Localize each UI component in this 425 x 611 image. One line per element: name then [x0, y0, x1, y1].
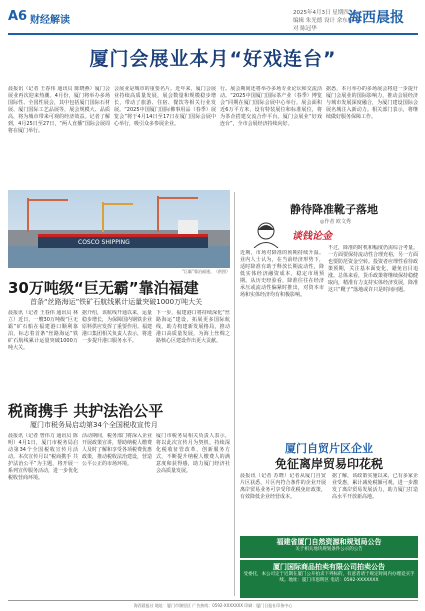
- notice-ad-auction-sub: 受委托，本公司定于近期在厦门公开拍卖下列标的，有意者请于规定时间内办理竞买手续。地址：厦门市思明区 电话：0592-XXXXXXX: [243, 572, 415, 583]
- notice-ad-land: [240, 536, 418, 558]
- ship-column-2: 据介绍，该航线开通以来，运量稳步增长，为保障国内钢铁企业原料供应发挥了重要作用。福建港口集团相关负责人表示，将进一步提升港口服务水平。: [82, 310, 152, 344]
- notice-ad-auction-title: 厦门国际商品拍卖有限公司拍卖公告: [273, 563, 385, 571]
- column-brand-logo: 谈钱论金: [292, 231, 332, 242]
- masthead-rule: [8, 33, 418, 35]
- tax-subhead: 厦门市税务局启动第34个全国税收宣传月: [30, 421, 158, 429]
- lead-headline: 厦门会展业本月“好戏连台”: [89, 48, 337, 70]
- ship-column-1: 晨报讯（记者 王春伟 通讯员 林立）近日，一艘30万吨级“巨无霸”矿石船在福建港口顺利靠泊，标志着首条“丝路海运”铁矿石航线累计运量突破1000万吨大关。: [8, 310, 78, 351]
- lead-column-4: 据悉，本月举办的多场展会将进一步提升厦门会展业的国际影响力，推动会展经济与城市发展深度融合，为厦门建设国际会展名城注入新动力。相关部门表示，将继续做好服务保障工作。: [326, 86, 418, 120]
- port-ship-photo: [8, 190, 230, 268]
- issue-date: 2025年4月3日 星期四: [293, 10, 349, 16]
- notice-ad-auction: [240, 560, 418, 598]
- page-number: A6: [8, 9, 28, 24]
- ship-headline: 30万吨级“巨无霸”靠泊福建: [8, 279, 199, 297]
- ship-subhead: 首条“丝路海运”铁矿石航线累计运量突破1000万吨大关: [30, 298, 203, 306]
- editor-credits: 编辑 朱光德 设计 余东梅 校对 陈冠华: [293, 18, 361, 32]
- opinion-column-1: 近期，市场对降准的预期持续升温。业内人士认为，在当前经济形势下，适时降准有助于释放长期流动性，降低实体经济融资成本，稳定市场预期。从历史经验看，降准往往在经济承压或流动性偏紧时推出，对资本市场和实体经济均有积极影响。: [240, 250, 324, 298]
- ship-column-3: 下一步，福建港口将持续深化“丝路海运”建设，拓展更多国际航线，助力构建新发展格局，推动港口高质量发展，为海上丝绸之路核心区建设作出更大贡献。: [156, 310, 230, 344]
- notice-ad-land-title: 福建省厦门自然资源和规划局公告: [276, 538, 382, 546]
- column-divider: [234, 192, 235, 596]
- footer-rule: [8, 600, 418, 601]
- opinion-column-2: 不过，降准的时机和幅度仍需综合考量。一方面要保持流动性合理充裕，另一方面也要防范资金空转。投资者应理性看待政策预期，关注基本面变化，避免盲目追涨。总体来看，货币政策将继续保持稳健取向，精准有力支持实体经济发展，降准这只“靴子”落地或许只是时间问题。: [328, 245, 418, 293]
- ship-hull-text: COSCO SHIPPING: [78, 239, 130, 246]
- tax-column-1: 晨报讯（记者 曾伟力 通讯员 陈明）4月1日，厦门市税务局启动第34个全国税收宣传月活动。本次宣传月以“税商携手 共护法治公平”为主题，将开展一系列宣传服务活动，进一步优化税收营商环境。: [8, 433, 78, 481]
- notice-ad-land-sub: 关于相关地块规划条件公示的公告: [295, 547, 363, 552]
- lead-column-3: 行。展会期间还将举办多场专业论坛和交流活动。“2025中国厦门国际茶产业（春季）博览会”同期在厦门国际会展中心举行，展会面积近6万平方米，设有特装展位和标准展位，将为茶企搭建交流合作平台。厦门会展业“好戏连台”，全市会展经济持续向好。: [220, 86, 322, 127]
- masthead: [8, 7, 418, 33]
- opinion-author: ◎作者 欧文秀: [320, 219, 351, 225]
- section-title: 财经解读: [30, 15, 70, 26]
- lead-column-2: 会展业是城市的重要名片。近年来，厦门会展业持续高质量发展，展会数量和规模稳步增长，带动了旅游、住宿、餐饮等相关行业发展。“2025中国厦门国际佛事用品（春季）展览会”将于4月14日至17日在厦门国际会展中心举行，吸引众多参展企业。: [114, 86, 216, 127]
- tax-column-3: 厦门市税务局相关负责人表示，将以此次宣传月为契机，持续深化税收征管改革，创新服务方式，不断提升纳税人缴费人的满意度和获得感，助力厦门经济社会高质量发展。: [156, 433, 230, 474]
- tax-headline: 税商携手 共护法治公平: [8, 402, 164, 420]
- photo-caption: “巨霸”靠泊福建。（供图）: [181, 269, 230, 274]
- ftz-column-2: 据了解，该政策实施以来，已有多家企业受惠，累计减免税额可观，进一步激发了离岸贸易发展活力，助力厦门打造高水平开放新高地。: [332, 473, 418, 500]
- author-portrait-illustration: [250, 220, 282, 248]
- ftz-headline: 免征离岸贸易印花税: [274, 457, 383, 471]
- ftz-column-1: 晨报讯（记者 苏晓）记者从厦门自贸片区获悉，片区内符合条件的企业开展离岸贸易业务可享受印花税免征政策，有效降低企业经营成本。: [240, 473, 326, 500]
- lead-column-1: 晨报讯（记者 王春伟 通讯员 陈晓燕）厦门会展业再次迎来热潮。4月份，厦门将举办多场国际性、全国性展会，其中包括厦门国际石材展、厦门国际工艺品展等，展会规模大、品质高，将为城市带来可观的经济效益。记者了解到，4月25日至27日，“两人直播”国际会展周将在厦门举行。: [8, 86, 110, 134]
- opinion-headline: 静待降准靴子落地: [290, 203, 378, 216]
- tax-column-2: 活动期间，税务部门将深入企业开展政策宣讲，帮助纳税人缴费人及时了解和享受各项税费优惠政策，推动税收法治建设，营造公平公正的市场环境。: [82, 433, 152, 467]
- newspaper-logo: 海西晨报: [348, 10, 404, 26]
- ftz-kicker: 厦门自贸片区企业: [285, 442, 373, 455]
- footer-text: 海西晨报社 地址：厦门市湖里区 广告热线：0592-XXXXXXX 印刷：厦门日报社印务中心: [133, 603, 293, 608]
